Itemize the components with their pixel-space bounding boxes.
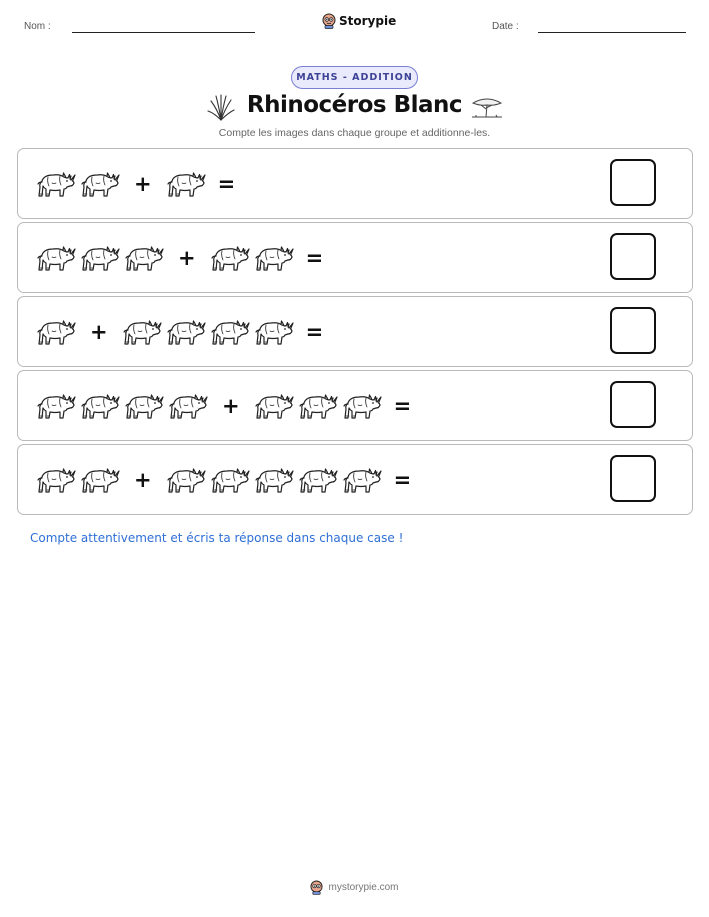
rhinoceros-icon — [254, 243, 294, 273]
equation — [36, 297, 323, 366]
equals-sign: = — [217, 171, 236, 196]
rhinoceros-icon — [80, 465, 120, 495]
problem-row — [17, 370, 693, 441]
page-subtitle: Compte les images dans chaque groupe et additionne-les. — [218, 127, 491, 139]
instruction-text: Compte attentivement et écris ta réponse dans chaque case ! — [30, 531, 404, 545]
answer-box[interactable] — [610, 381, 656, 428]
rhinoceros-icon — [298, 465, 338, 495]
rhinoceros-icon — [36, 243, 76, 273]
plus-sign: + — [134, 467, 152, 492]
answer-box[interactable] — [610, 159, 656, 206]
rhinoceros-icon — [210, 317, 250, 347]
answer-box[interactable] — [610, 233, 656, 280]
rhinoceros-icon — [124, 391, 164, 421]
rhinoceros-icon — [36, 465, 76, 495]
problem-row — [17, 222, 693, 293]
page-title: Rhinocéros Blanc — [246, 92, 463, 118]
name-line[interactable] — [72, 32, 255, 33]
rhinoceros-icon — [254, 317, 294, 347]
right-group — [210, 243, 294, 273]
problem-row — [17, 148, 693, 219]
name-label: Nom : — [24, 21, 51, 32]
equals-sign: = — [393, 467, 412, 492]
brand-name: Storypie — [339, 14, 397, 28]
right-group — [166, 169, 206, 199]
date-line[interactable] — [538, 32, 686, 33]
rhinoceros-icon — [168, 391, 208, 421]
rhinoceros-icon — [166, 465, 206, 495]
storypie-mascot-icon — [310, 880, 323, 895]
storypie-mascot-icon — [322, 13, 336, 29]
plus-sign: + — [90, 319, 108, 344]
plus-sign: + — [178, 245, 196, 270]
rhinoceros-icon — [342, 391, 382, 421]
equation — [36, 149, 235, 218]
right-group — [254, 391, 382, 421]
answer-box[interactable] — [610, 307, 656, 354]
acacia-tree-icon — [470, 95, 504, 119]
left-group — [36, 317, 76, 347]
rhinoceros-icon — [80, 243, 120, 273]
equals-sign: = — [305, 245, 324, 270]
plus-sign: + — [222, 393, 240, 418]
subject-badge: MATHS - ADDITION — [291, 66, 418, 89]
plus-sign: + — [134, 171, 152, 196]
left-group — [36, 391, 208, 421]
rhinoceros-icon — [342, 465, 382, 495]
rhinoceros-icon — [80, 169, 120, 199]
answer-box[interactable] — [610, 455, 656, 502]
left-group — [36, 465, 120, 495]
rhinoceros-icon — [254, 465, 294, 495]
rhinoceros-icon — [122, 317, 162, 347]
rhinoceros-icon — [210, 243, 250, 273]
right-group — [122, 317, 294, 347]
right-group — [166, 465, 382, 495]
equation — [36, 371, 411, 440]
brand — [322, 13, 396, 29]
left-group — [36, 169, 120, 199]
footer — [0, 880, 709, 895]
rhinoceros-icon — [254, 391, 294, 421]
date-label: Date : — [492, 21, 519, 32]
rhinoceros-icon — [210, 465, 250, 495]
rhinoceros-icon — [298, 391, 338, 421]
rhinoceros-icon — [124, 243, 164, 273]
left-group — [36, 243, 164, 273]
rhinoceros-icon — [166, 169, 206, 199]
footer-url[interactable]: mystorypie.com — [328, 882, 399, 893]
rhinoceros-icon — [80, 391, 120, 421]
equation — [36, 445, 411, 514]
rhinoceros-icon — [36, 169, 76, 199]
rhinoceros-icon — [36, 317, 76, 347]
problem-row — [17, 296, 693, 367]
rhinoceros-icon — [166, 317, 206, 347]
problem-row — [17, 444, 693, 515]
equals-sign: = — [393, 393, 412, 418]
equation — [36, 223, 323, 292]
rhinoceros-icon — [36, 391, 76, 421]
equals-sign: = — [305, 319, 324, 344]
